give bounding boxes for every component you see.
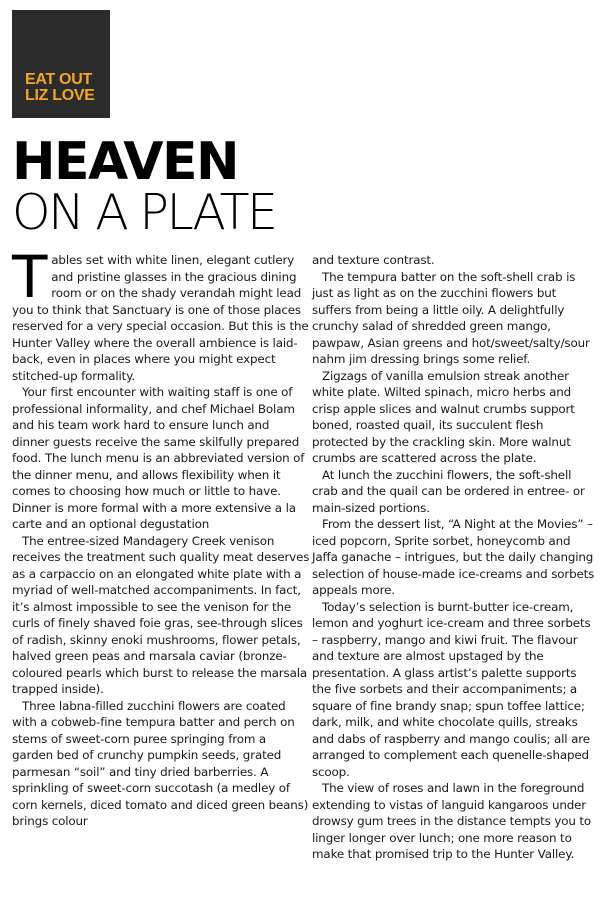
article-column-left [12, 243, 310, 830]
article-paragraph: Three labna-filled zucchini flowers are coated with a cobweb-fine tempura batter and perch on stems of sweet-corn puree springing from a garden bed of crunchy pumpkin seeds, grated parmesan “soil” and tiny dried barberries. A sprinkling of sweet-corn succotash (a medley of corn kernels, diced tomato and diced green beans) brings colour [12, 698, 309, 828]
article-paragraph-continued: and texture contrast. [312, 253, 435, 267]
section-label: EAT OUT [25, 71, 92, 88]
article-paragraph: The view of roses and lawn in the foreground extending to vistas of languid kangaroos under drowsy gum trees in the distance tempts you to linger longer over lunch; one more reason to make that promised trip to the Hunter Valley. [312, 781, 592, 861]
article-paragraph: The tempura batter on the soft-shell crab is just as light as on the zucchini flowers but suffers from being a little oily. A delightfully crunchy salad of shredded green mango, pawpaw, Asian greens and hot/sweet/salty/sour nahm jim dressing brings some relief. [312, 269, 590, 366]
article-column-right [312, 252, 597, 863]
article-paragraph [12, 243, 310, 384]
headline-line-1: HEAVEN [12, 132, 239, 192]
headline [12, 132, 312, 241]
section-logo [12, 10, 110, 118]
article-paragraph: From the dessert list, “A Night at the Movies” – iced popcorn, Sprite sorbet, honeycomb and Jaffa ganache – intrigues, but the daily changing selection of house-made ice-creams and sorbets appeals more. [312, 517, 595, 597]
headline-line-2: ON A PLATE [12, 184, 276, 241]
author-label: LIZ LOVE [25, 87, 95, 104]
article-paragraph: At lunch the zucchini flowers, the soft-shell crab and the quail can be ordered in entree- or main-sized portions. [312, 467, 585, 515]
article-paragraph: Today’s selection is burnt-butter ice-cream, lemon and yoghurt ice-cream and three sorbets – raspberry, mango and kiwi fruit. The flavour and texture are almost upstaged by the presentation. A glass artist’s palette supports the five sorbets and their accompaniments; a square of fine brandy snap; spun toffee lattice; dark, milk, and white chocolate quills, streaks and dabs of raspberry and mango coulis; all are arranged to complement each quenelle-shaped scoop. [312, 599, 591, 779]
article-paragraph: Zigzags of vanilla emulsion streak another white plate. Wilted spinach, micro herbs and crisp apple slices and walnut crumbs support boned, roasted quail, its succulent flesh protected by the crackling skin. More walnut crumbs are scattered across the plate. [312, 368, 575, 465]
paragraph-text: ables set with white linen, elegant cutlery and pristine glasses in the gracious dining room or on the shady verandah might lead you to think that Sanctuary is one of those places reserved for a very special occasion. But this is the Hunter Valley where the overall ambience is laid-back, even in places where you might expect stitched-up formality. [12, 253, 309, 383]
article-paragraph: The entree-sized Mandagery Creek venison receives the treatment such quality meat deserves as a carpaccio on an elongated white plate with a myriad of well-matched accompaniments. In fact, it’s almost impossible to see the venison for the curls of finely shaved foie gras, see-through slices of radish, skinny enoki mushrooms, flower petals, halved green peas and marsala caviar (bronze-coloured pearls which burst to release the marsala trapped inside). [12, 533, 310, 696]
article-paragraph: Your first encounter with waiting staff is one of professional informality, and chef Michael Bolam and his team work hard to ensure lunch and dinner guests receive the same skilfully prepared food. The lunch menu is an abbreviated version of the dinner menu, and allows flexibility when it comes to choosing how much or little to have. Dinner is more formal with a more extensive a la carte and an optional degustation [12, 385, 305, 531]
drop-cap: T [12, 243, 48, 311]
